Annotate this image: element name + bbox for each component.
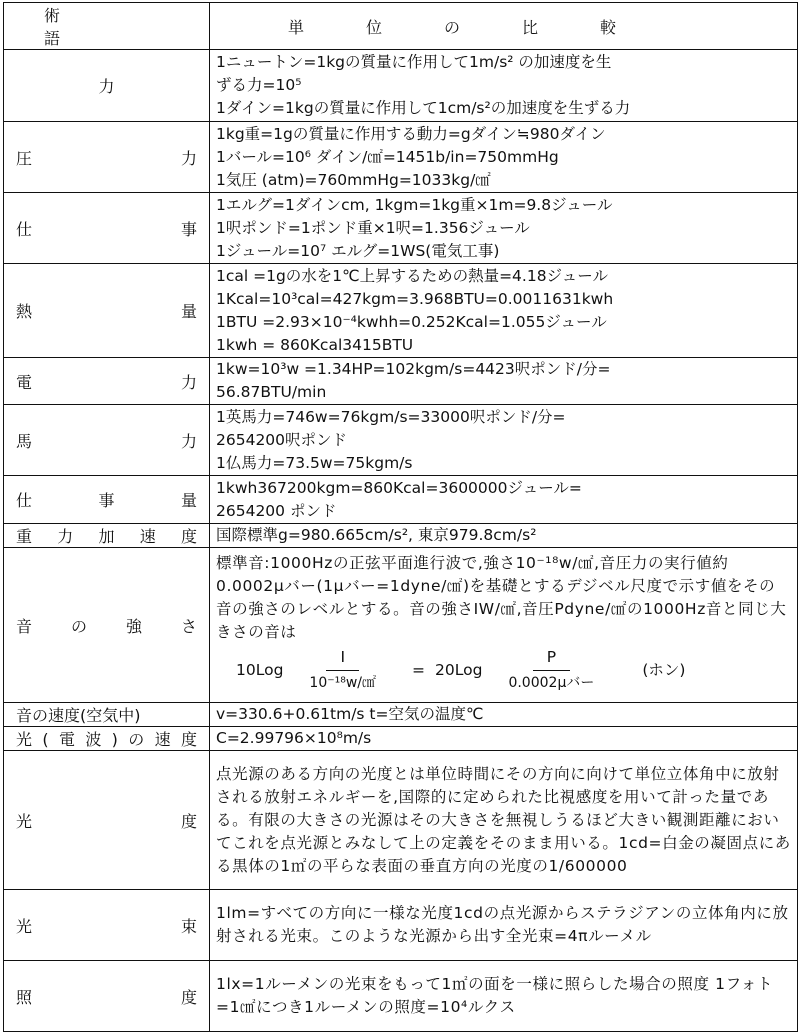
description-line: 1ジュール=10⁷ エルグ=1WS(電気工事) xyxy=(216,241,500,260)
description-line: 1エルグ=1ダインcm, 1kgm=1kg重×1m=9.8ジュール xyxy=(216,195,613,214)
description-cell xyxy=(210,890,798,961)
description-cell xyxy=(210,193,798,264)
table-header-row xyxy=(4,3,798,50)
formula-fraction-1 xyxy=(295,646,390,695)
description-line: 1kwh367200kgm=860Kcal=3600000ジュール= xyxy=(216,478,582,497)
description-cell xyxy=(210,961,798,1032)
description-paragraph: 点光源のある方向の光度とは単位時間にその方向に向けて単位立体角中に放射される放射エネルギーを,国際的に定められた比視感度を用いて計った量である。有限の大きさの光源はその大きさを無視しうるほど大きい観測距離においてこれを点光源とみなして上の定義をそのまま用いる。1cd=白金の凝固点にある黒体の1㎡の平らな表面の垂直方向の光度の1/600000 xyxy=(216,764,791,875)
table-row xyxy=(4,358,798,405)
table-row xyxy=(4,476,798,524)
description-paragraph: 標準音:1000Hzの正弦平面進行波で,強さ10⁻¹⁸w/㎠,音圧力の実行値約0.0002μバー(1μバー=1dyne/㎠)を基礎とするデジベル尺度で示す値をその音の強さのレベルとする。音の強さIW/㎠,音圧Pdyne/㎠の1000Hz音と同じ大きさの音は xyxy=(216,554,787,641)
description-line: 国際標準g=980.665cm/s², 東京979.8cm/s² xyxy=(216,526,537,544)
term-cell: 電力 xyxy=(4,358,210,405)
table-row xyxy=(4,405,798,476)
description-cell xyxy=(210,703,798,727)
table-row xyxy=(4,524,798,548)
description-line: 1kwh = 860Kcal3415BTU xyxy=(216,335,414,354)
description-line: 2654200 ポンド xyxy=(216,501,337,520)
description-line: 1kg重=1gの質量に作用する動力=gダイン≒980ダイン xyxy=(216,124,606,143)
description-cell xyxy=(210,50,798,122)
description-line: 1kw=10³w =1.34HP=102kgm/s=4423呎ポンド/分= xyxy=(216,360,611,378)
formula-rhs: 20Log xyxy=(435,661,483,679)
table-row xyxy=(4,890,798,961)
loudness-formula xyxy=(216,644,791,698)
term-cell: 音の速度(空気中) xyxy=(4,703,210,727)
table-row xyxy=(4,548,798,703)
table-row xyxy=(4,727,798,751)
term-cell: 馬力 xyxy=(4,405,210,476)
table-row xyxy=(4,264,798,358)
description-cell xyxy=(210,524,798,548)
description-paragraph: 1lx=1ルーメンの光束をもって1㎡の面を一様に照らした場合の照度 1フォト=1㎠につき1ルーメンの照度=10⁴ルクス xyxy=(216,975,774,1016)
term-cell: 光束 xyxy=(4,890,210,961)
description-line: 1BTU =2.93×10⁻⁴kwhh=0.252Kcal=1.055ジュール xyxy=(216,312,607,331)
unit-comparison-table xyxy=(3,2,798,1032)
description-line: ずる力=10⁵ xyxy=(216,76,302,94)
description-cell xyxy=(210,122,798,193)
description-cell xyxy=(210,405,798,476)
description-cell xyxy=(210,476,798,524)
description-line: 1cal =1gの水を1℃上昇するための熱量=4.18ジュール xyxy=(216,266,608,285)
term-cell: 光度 xyxy=(4,751,210,890)
description-cell xyxy=(210,751,798,890)
description-line: C=2.99796×10⁸m/s xyxy=(216,729,372,747)
table-row xyxy=(4,122,798,193)
term-cell: 音の強さ xyxy=(4,548,210,703)
description-cell xyxy=(210,264,798,358)
header-comparison: 単位の比較 xyxy=(210,3,798,50)
formula-equals: = xyxy=(412,661,426,679)
description-line: 1気圧 (atm)=760mmHg=1033kg/㎠ xyxy=(216,170,491,189)
term-cell: 力 xyxy=(4,50,210,122)
table-row xyxy=(4,961,798,1032)
fraction-denominator: 0.0002μバー xyxy=(508,675,595,691)
term-cell: 光(電波)の速度 xyxy=(4,727,210,751)
description-cell xyxy=(210,358,798,405)
term-cell: 重力加速度 xyxy=(4,524,210,548)
description-line: 1英馬力=746w=76kgm/s=33000呎ポンド/分= xyxy=(216,407,566,426)
description-line: 1Kcal=10³cal=427kgm=3.968BTU=0.0011631kwh xyxy=(216,289,614,308)
description-line: 56.87BTU/min xyxy=(216,383,327,401)
term-cell: 仕事量 xyxy=(4,476,210,524)
formula-fraction-2 xyxy=(494,646,608,695)
term-cell: 仕事 xyxy=(4,193,210,264)
fraction-denominator: 10⁻¹⁸w/㎠ xyxy=(309,675,377,691)
description-line: v=330.6+0.61tm/s t=空気の温度℃ xyxy=(216,705,484,723)
formula-unit: (ホン) xyxy=(642,661,686,679)
description-line: 1バール=10⁶ ダイン/㎠=1451b/in=750mmHg xyxy=(216,147,559,166)
fraction-numerator: I xyxy=(326,646,359,671)
description-line: 2654200呎ポンド xyxy=(216,430,348,449)
header-term: 術語 xyxy=(4,3,210,50)
description-paragraph: 1lm=すべての方向に一様な光度1cdの点光源からステラジアンの立体角内に放射される光束。このような光源から出す全光束=4πルーメル xyxy=(216,904,789,945)
table-row xyxy=(4,751,798,890)
term-cell: 圧力 xyxy=(4,122,210,193)
description-cell xyxy=(210,727,798,751)
description-line: 1ニュートン=1kgの質量に作用して1m/s² の加速度を生 xyxy=(216,53,612,71)
description-line: 1ダイン=1kgの質量に作用して1cm/s²の加速度を生ずる力 xyxy=(216,99,631,117)
description-line: 1呎ポンド=1ポンド重×1呎=1.356ジュール xyxy=(216,218,530,237)
term-cell: 照度 xyxy=(4,961,210,1032)
term-cell: 熱量 xyxy=(4,264,210,358)
description-cell xyxy=(210,548,798,703)
description-line: 1仏馬力=73.5w=75kgm/s xyxy=(216,453,413,472)
table-row xyxy=(4,703,798,727)
formula-lhs: 10Log xyxy=(236,661,284,679)
table-row xyxy=(4,50,798,122)
fraction-numerator: P xyxy=(533,646,570,671)
table-row xyxy=(4,193,798,264)
